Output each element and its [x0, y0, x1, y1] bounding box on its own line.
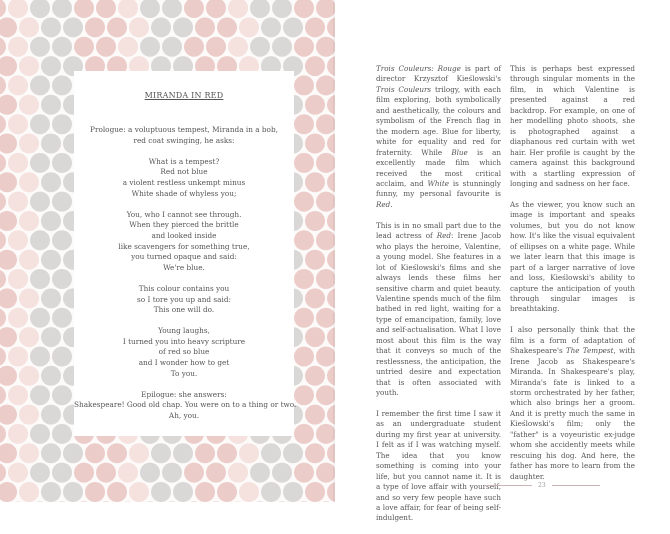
- pattern-dot: [217, 17, 237, 37]
- pattern-dot: [0, 192, 6, 212]
- pattern-dot: [85, 482, 105, 502]
- pattern-dot: [96, 0, 116, 18]
- pattern-dot: [52, 385, 72, 405]
- pattern-dot: [41, 327, 61, 347]
- pattern-dot: [294, 75, 314, 95]
- pattern-dot: [74, 0, 94, 18]
- title-italic: Red: [436, 231, 452, 241]
- pattern-dot: [19, 250, 39, 270]
- poem-title: MIRANDA IN RED: [144, 91, 224, 100]
- pattern-dot: [0, 443, 17, 463]
- pattern-dot: [8, 114, 28, 134]
- pattern-dot: [184, 37, 204, 57]
- pattern-dot: [19, 211, 39, 231]
- essay-paragraph: [376, 409, 501, 524]
- pattern-dot: [8, 37, 28, 57]
- pattern-dot: [140, 37, 160, 57]
- pattern-dot: [19, 366, 39, 386]
- pattern-dot: [294, 114, 314, 134]
- pattern-dot: [19, 56, 39, 76]
- pattern-dot: [173, 482, 193, 502]
- essay-paragraph: [376, 64, 501, 210]
- pattern-dot: [96, 463, 116, 483]
- text-run: This is in no small part due to the lead actress of: [376, 220, 501, 241]
- text-run: is an excellently made film which received the most critical acclaim, and: [376, 147, 501, 188]
- pattern-dot: [305, 288, 325, 308]
- pattern-dot: [294, 347, 314, 367]
- pattern-dot: [261, 443, 281, 463]
- pattern-dot: [129, 17, 149, 37]
- pattern-dot: [30, 385, 50, 405]
- poem-stanza: [74, 210, 294, 274]
- pattern-dot: [41, 56, 61, 76]
- poem-line: This colour contains you: [138, 283, 230, 293]
- pattern-dot: [0, 153, 6, 173]
- essay-paragraph: [376, 221, 501, 399]
- pattern-dot: [30, 308, 50, 328]
- pattern-dot: [8, 0, 28, 18]
- pattern-dot: [173, 17, 193, 37]
- poem-line: of red so blue: [158, 347, 210, 357]
- pattern-dot: [283, 443, 303, 463]
- pattern-dot: [19, 288, 39, 308]
- pattern-dot: [41, 172, 61, 192]
- pattern-dot: [195, 17, 215, 37]
- pattern-dot: [41, 443, 61, 463]
- text-run: is stunningly funny, my personal favourite is: [376, 178, 501, 199]
- pattern-dot: [151, 17, 171, 37]
- pattern-dot: [8, 269, 28, 289]
- pattern-dot: [0, 482, 17, 502]
- pattern-dot: [294, 153, 314, 173]
- pattern-dot: [261, 17, 281, 37]
- pattern-dot: [19, 134, 39, 154]
- poem-stanza: [74, 125, 294, 146]
- title-italic: White: [427, 178, 449, 188]
- pattern-dot: [8, 230, 28, 250]
- pattern-dot: [305, 211, 325, 231]
- pattern-dot: [52, 424, 72, 444]
- page-number: 23: [478, 482, 606, 489]
- pattern-dot: [140, 0, 160, 18]
- title-italic: Trois Couleurs: [376, 84, 432, 94]
- pattern-dot: [0, 424, 6, 444]
- pattern-dot: [19, 172, 39, 192]
- pattern-dot: [41, 288, 61, 308]
- pattern-dot: [30, 230, 50, 250]
- poem-line: This one will do.: [153, 305, 215, 315]
- poem-stanza: [74, 326, 294, 379]
- pattern-dot: [294, 230, 314, 250]
- pattern-dot: [250, 463, 270, 483]
- pattern-dot: [305, 405, 325, 425]
- pattern-dot: [0, 37, 6, 57]
- pattern-dot: [151, 443, 171, 463]
- pattern-dot: [30, 0, 50, 18]
- pattern-dot: [0, 172, 17, 192]
- pattern-dot: [0, 288, 17, 308]
- pattern-dot: [305, 17, 325, 37]
- pattern-dot: [239, 482, 259, 502]
- pattern-dot: [8, 424, 28, 444]
- poem-line: When they pierced the brittle: [129, 220, 239, 230]
- poem-panel: [74, 71, 297, 436]
- pattern-dot: [74, 37, 94, 57]
- pattern-dot: [107, 443, 127, 463]
- pattern-dot: [228, 0, 248, 18]
- pattern-dot: [305, 482, 325, 502]
- pattern-dot: [30, 114, 50, 134]
- poem-line: To you.: [170, 368, 198, 378]
- pattern-dot: [283, 17, 303, 37]
- pattern-dot: [41, 17, 61, 37]
- pattern-dot: [294, 192, 314, 212]
- text-run: I also personally think that the film is a form of adaptation of Shakespeare's: [510, 325, 635, 356]
- pattern-dot: [294, 385, 314, 405]
- poem-line: I turned you into heavy scripture: [122, 336, 246, 346]
- pattern-dot: [107, 482, 127, 502]
- pattern-dot: [173, 443, 193, 463]
- pattern-dot: [195, 482, 215, 502]
- poem-line: and I wonder how to get: [138, 358, 230, 368]
- pattern-dot: [96, 37, 116, 57]
- text-run: , with Irene Jacob as Shakespeare's Miranda. In Shakespeare's play, Miranda's fate is linked to a storm orchestrated by her father, which also brings her a groom. And it is pretty much the same in Kieślowski's film; only the "father" is a voyeuristic ex-judge whom she accidently meets while rescuing his dog. And here, the father has more to learn from the daughter.: [510, 346, 635, 481]
- pattern-dot: [305, 443, 325, 463]
- poem-line: Ah, you.: [168, 411, 200, 421]
- pattern-dot: [19, 405, 39, 425]
- pattern-dot: [162, 463, 182, 483]
- pattern-dot: [217, 443, 237, 463]
- pattern-dot: [19, 95, 39, 115]
- pattern-dot: [261, 482, 281, 502]
- poem-line: Epilogue: she answers:: [141, 389, 227, 399]
- pattern-dot: [8, 347, 28, 367]
- pattern-dot: [41, 405, 61, 425]
- pattern-dot: [0, 366, 17, 386]
- poem-line: We're blue.: [163, 262, 205, 272]
- pattern-dot: [305, 250, 325, 270]
- essay-paragraph: [510, 200, 635, 315]
- pattern-dot: [272, 463, 292, 483]
- pattern-dot: [129, 443, 149, 463]
- pattern-dot: [41, 211, 61, 231]
- poem-line: you turned opaque and said:: [131, 252, 237, 262]
- pattern-dot: [85, 17, 105, 37]
- poem-body: [74, 125, 297, 432]
- pattern-dot: [294, 463, 314, 483]
- pattern-dot: [52, 230, 72, 250]
- pattern-dot: [8, 153, 28, 173]
- poem-line: Prologue: a voluptuous tempest, Miranda in a bob,: [90, 125, 278, 134]
- pattern-dot: [239, 17, 259, 37]
- pattern-dot: [228, 463, 248, 483]
- pattern-dot: [305, 172, 325, 192]
- pattern-dot: [30, 269, 50, 289]
- poem-line: What is a tempest?: [148, 156, 220, 166]
- pattern-dot: [305, 134, 325, 154]
- pattern-dot: [228, 37, 248, 57]
- pattern-dot: [118, 0, 138, 18]
- pattern-dot: [41, 482, 61, 502]
- pattern-dot: [206, 463, 226, 483]
- text-run: .: [390, 199, 393, 209]
- poem-line: Shakespeare! Good old chap. You were on to a thing or two.: [74, 400, 297, 410]
- pattern-dot: [129, 482, 149, 502]
- pattern-dot: [0, 385, 6, 405]
- pattern-dot: [294, 424, 314, 444]
- text-run: I remember the first time I saw it as an undergraduate student during my first year at university. I felt as if I was watching myself. The idea that you know something is coming into your life, but you cannot name it. It is a type of love affair with yourself, and so very few people have such a love affair, for fear of being self-indulgent.: [376, 408, 501, 523]
- pattern-dot: [30, 37, 50, 57]
- pattern-dot: [8, 75, 28, 95]
- pattern-dot: [162, 0, 182, 18]
- pattern-dot: [0, 347, 6, 367]
- pattern-dot: [19, 17, 39, 37]
- pattern-dot: [294, 269, 314, 289]
- pattern-dot: [8, 308, 28, 328]
- pattern-dot: [85, 443, 105, 463]
- poem-stanza: [74, 284, 294, 316]
- pattern-dot: [184, 0, 204, 18]
- title-italic: Red: [376, 199, 391, 209]
- pattern-dot: [41, 134, 61, 154]
- title-italic: Trois Couleurs: Rouge: [376, 64, 461, 73]
- pattern-dot: [305, 56, 325, 76]
- poem-line: Red not blue: [160, 167, 208, 177]
- pattern-dot: [74, 463, 94, 483]
- pattern-dot: [0, 56, 17, 76]
- pattern-dot: [30, 192, 50, 212]
- pattern-dot: [19, 327, 39, 347]
- poem-line: and looked inside: [151, 230, 217, 240]
- essay-paragraph: [510, 325, 635, 482]
- poem-line: red coat swinging, he asks:: [133, 135, 235, 145]
- pattern-dot: [52, 269, 72, 289]
- pattern-dot: [107, 17, 127, 37]
- text-run: : Irene Jacob who plays the heroine, Valentine, a young model. She features in a lot of Kieślowski's films and she always lends these films her sensitive charm and quiet beauty. Valentine spends much of the film bathed in red light, waiting for a type of emancipation, family, love and self-actualisation. What I love most about this film is the way that it conveys so much of the restlessness, the anticipation, the untried desire and expectation that is often associated with youth.: [376, 231, 501, 398]
- essay-column-1: [376, 64, 501, 534]
- pattern-dot: [30, 153, 50, 173]
- pattern-dot: [206, 0, 226, 18]
- poem-line: a violent restless unkempt minus: [122, 177, 246, 187]
- pattern-dot: [272, 37, 292, 57]
- essay-column-2: [510, 64, 635, 493]
- pattern-dot: [118, 463, 138, 483]
- pattern-dot: [272, 0, 292, 18]
- pattern-dot: [30, 463, 50, 483]
- pattern-dot: [19, 443, 39, 463]
- pattern-dot: [195, 443, 215, 463]
- pattern-dot: [52, 153, 72, 173]
- pattern-dot: [0, 75, 6, 95]
- pattern-dot: [30, 75, 50, 95]
- pattern-dot: [8, 192, 28, 212]
- poem-stanza: [74, 157, 294, 199]
- poem-line: so I tore you up and said:: [137, 294, 231, 304]
- pattern-dot: [52, 308, 72, 328]
- pattern-dot: [250, 37, 270, 57]
- pattern-dot: [184, 463, 204, 483]
- pattern-dot: [239, 443, 259, 463]
- pattern-dot: [305, 95, 325, 115]
- poem-line: You, who I cannot see through.: [126, 209, 242, 219]
- poem-line: Young laughs,: [158, 326, 210, 336]
- pattern-dot: [0, 95, 17, 115]
- pattern-dot: [283, 482, 303, 502]
- pattern-dot: [0, 250, 17, 270]
- pattern-dot: [19, 482, 39, 502]
- pattern-dot: [0, 230, 6, 250]
- pattern-dot: [0, 17, 17, 37]
- pattern-dot: [41, 366, 61, 386]
- pattern-dot: [294, 37, 314, 57]
- pattern-dot: [52, 0, 72, 18]
- pattern-dot: [8, 385, 28, 405]
- pattern-dot: [0, 211, 17, 231]
- pattern-dot: [0, 327, 17, 347]
- pattern-dot: [305, 327, 325, 347]
- pattern-dot: [151, 482, 171, 502]
- pattern-dot: [0, 0, 6, 18]
- pattern-dot: [30, 424, 50, 444]
- left-page: [0, 0, 335, 502]
- pattern-dot: [118, 37, 138, 57]
- pattern-dot: [52, 37, 72, 57]
- title-italic: Blue: [451, 147, 468, 157]
- pattern-dot: [0, 463, 6, 483]
- pattern-dot: [206, 37, 226, 57]
- pattern-dot: [63, 482, 83, 502]
- text-run: As the viewer, you know such an image is important and speaks volumes, but you do not know how. It's like the visual equivalent of ellipses on a white page. While we later learn that this image is part of a larger narrative of love and loss, Kieślowski's ability to capture the anticipation of youth through singular images is breathtaking.: [510, 199, 635, 314]
- pattern-dot: [52, 347, 72, 367]
- pattern-dot: [41, 95, 61, 115]
- pattern-dot: [52, 75, 72, 95]
- pattern-dot: [0, 134, 17, 154]
- pattern-dot: [140, 463, 160, 483]
- pattern-dot: [294, 308, 314, 328]
- pattern-dot: [0, 114, 6, 134]
- text-run: trilogy, with each film exploring, both symbolically and aesthetically, the colours and symbolism of the French flag in the modern age. Blue for liberty, white for equality and red for fraternity. While: [376, 84, 502, 157]
- pattern-dot: [250, 0, 270, 18]
- essay-paragraph: [510, 64, 635, 189]
- text-run: This is perhaps best expressed through singular moments in the film, in which Valentine is presented against a red backdrop. For example, on one of her modelling photo shoots, she is photographed against a diaphanous red curtain with wet hair. Her profile is caught by the camera against this background with a startling expression of longing and sadness on her face.: [510, 64, 635, 188]
- pattern-dot: [0, 308, 6, 328]
- pattern-dot: [63, 443, 83, 463]
- pattern-dot: [305, 366, 325, 386]
- pattern-dot: [8, 463, 28, 483]
- pattern-dot: [52, 114, 72, 134]
- pattern-dot: [0, 405, 17, 425]
- pattern-dot: [0, 269, 6, 289]
- pattern-dot: [52, 192, 72, 212]
- poem-line: White shade of whyless you;: [131, 188, 237, 198]
- text-run: is part of director Krzysztof Kieślowski's: [376, 64, 501, 84]
- pattern-dot: [63, 17, 83, 37]
- poem-stanza: [74, 389, 297, 422]
- pattern-dot: [30, 347, 50, 367]
- poem-line: like scavengers for something true,: [118, 241, 250, 251]
- pattern-dot: [294, 0, 314, 18]
- pattern-dot: [41, 250, 61, 270]
- pattern-dot: [52, 463, 72, 483]
- pattern-dot: [162, 37, 182, 57]
- title-italic: The Tempest: [565, 346, 614, 356]
- pattern-dot: [217, 482, 237, 502]
